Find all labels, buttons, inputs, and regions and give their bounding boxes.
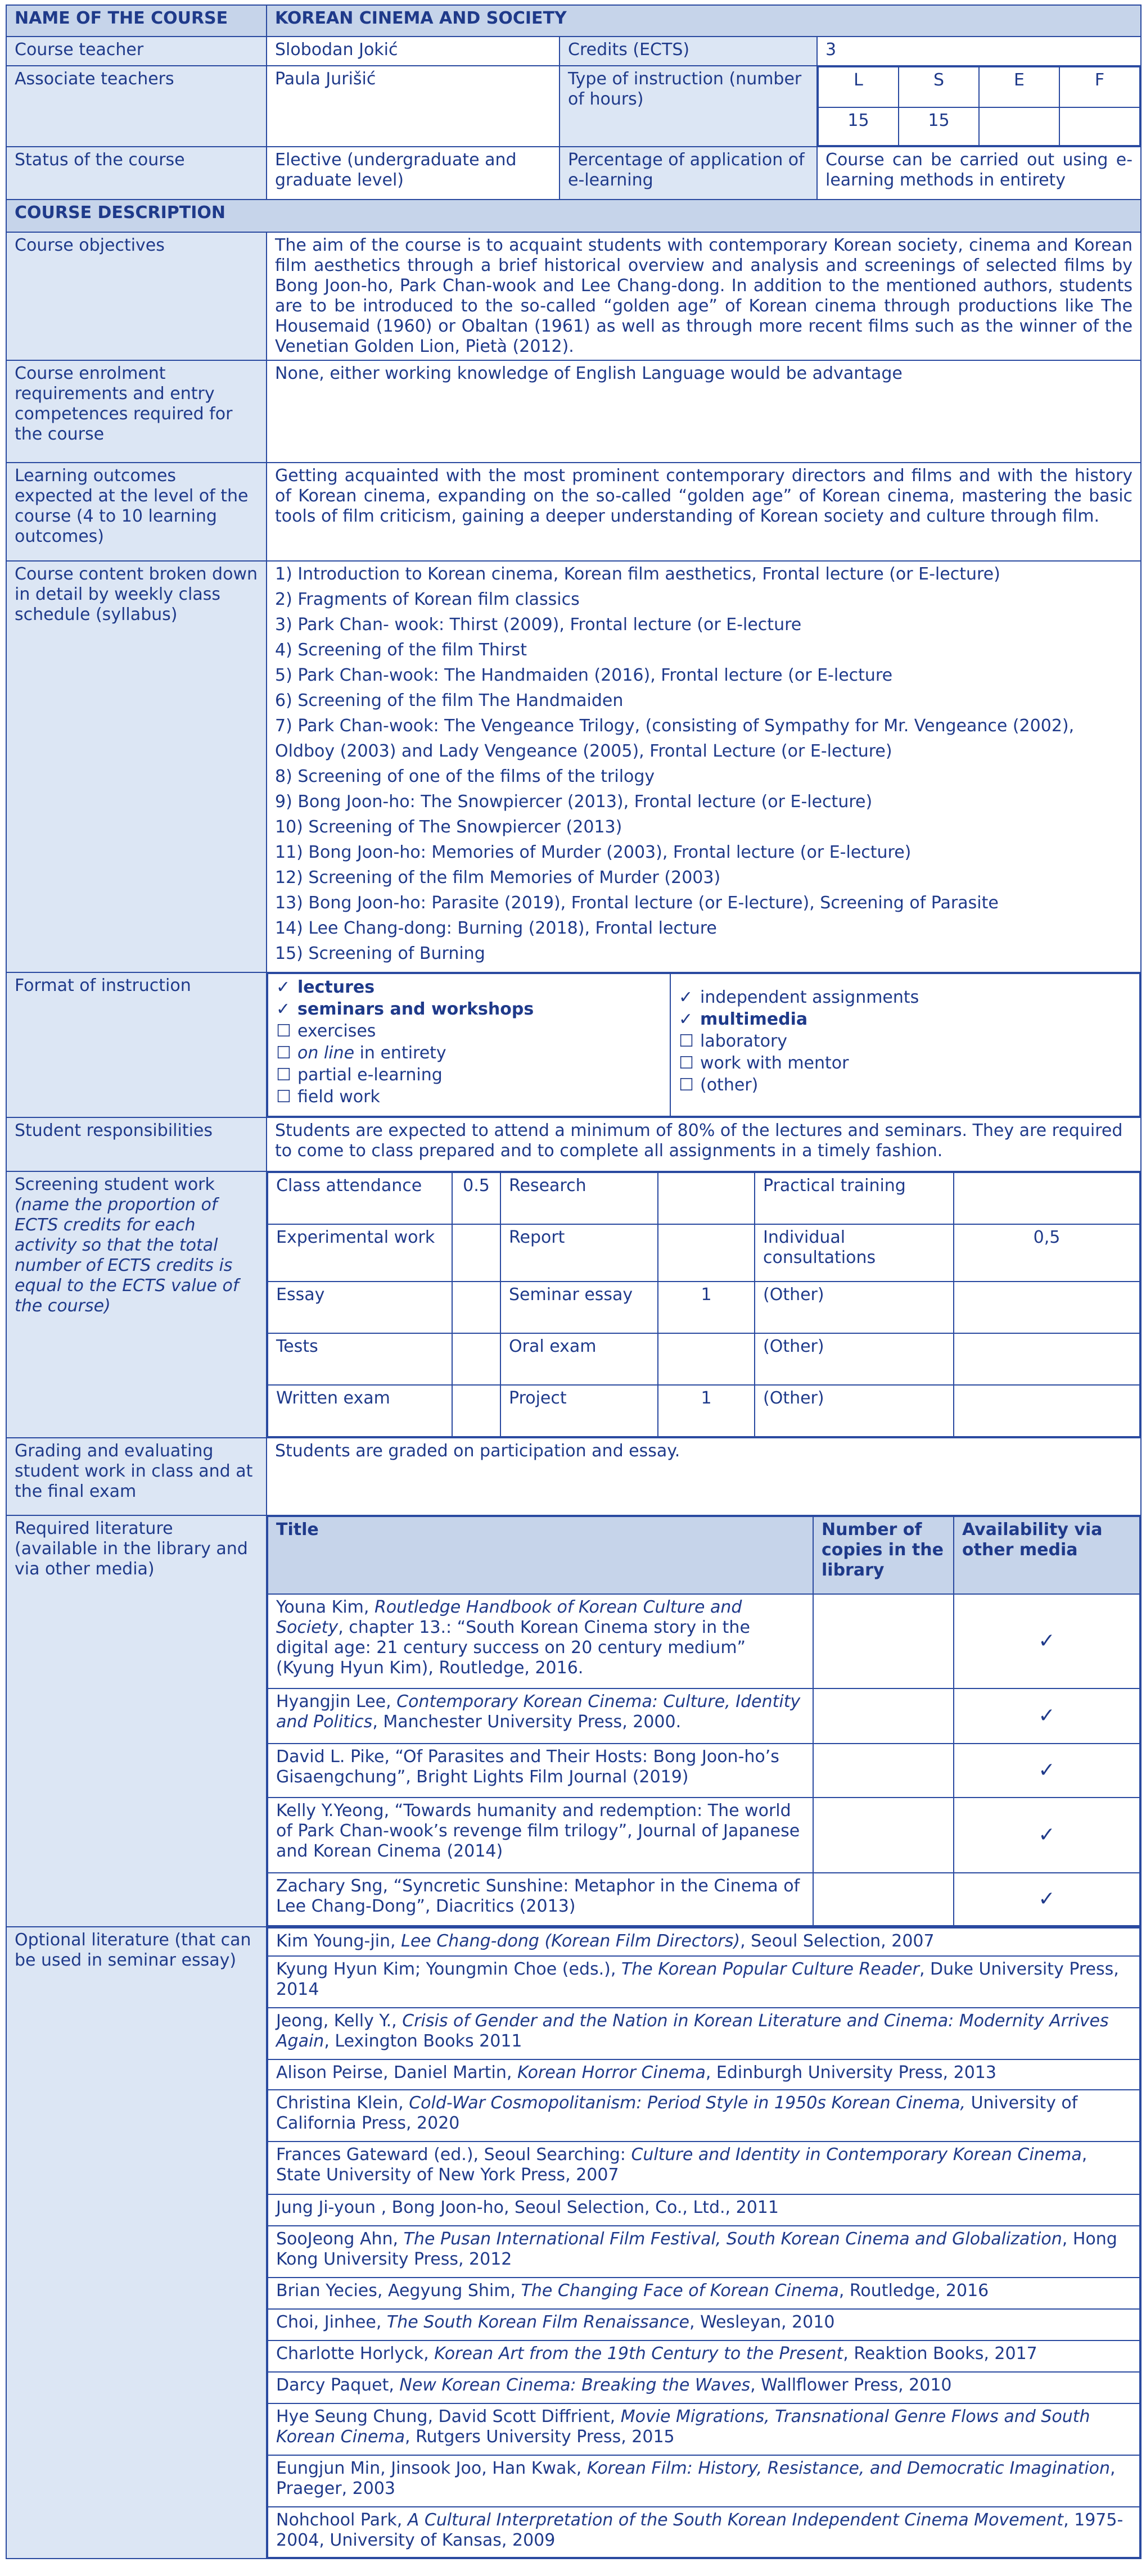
hours-value	[1059, 107, 1140, 146]
work-cell: Written exam	[268, 1385, 452, 1437]
hours-value: 15	[818, 107, 899, 146]
required-literature-label: Required literature (available in the library and via other media)	[6, 1515, 267, 1927]
syllabus-line: 1) Introduction to Korean cinema, Korean film aesthetics, Frontal lecture (or E-lecture)	[275, 564, 1000, 584]
checked-icon: ✓	[679, 1009, 693, 1029]
syllabus-line: 7) Park Chan-wook: The Vengeance Trilogy, (consisting of Sympathy for Mr. Vengeance (2002),	[275, 716, 1075, 736]
hours-value: 15	[899, 107, 979, 146]
work-cell: (Other)	[755, 1385, 954, 1437]
req-item-copies	[813, 1594, 954, 1688]
syllabus-line: 12) Screening of the film Memories of Murder (2003)	[275, 868, 721, 888]
work-cell	[452, 1282, 500, 1333]
work-cell: 0.5	[452, 1172, 500, 1224]
unchecked-box-icon: ☐	[276, 1021, 291, 1041]
format-grid	[267, 972, 1141, 1117]
format-item: ☐ partial e-learning	[276, 1065, 443, 1085]
syllabus-line: 14) Lee Chang-dong: Burning (2018), Frontal lecture	[275, 918, 717, 938]
opt-item: Hye Seung Chung, David Scott Diffrient, Movie Migrations, Transnational Genre Flows and South Korean Cinema, Rutgers University Press, 2015	[268, 2403, 1140, 2455]
checked-icon: ✓	[276, 999, 291, 1019]
opt-item: Charlotte Horlyck, Korean Art from the 19th Century to the Present, Reaktion Books, 2017	[268, 2340, 1140, 2372]
format-item: ☐ laboratory	[679, 1031, 788, 1051]
work-cell: Seminar essay	[500, 1282, 658, 1333]
syllabus-line: 6) Screening of the film The Handmaiden	[275, 691, 624, 710]
syllabus-list	[267, 561, 1141, 972]
work-cell: Class attendance	[268, 1172, 452, 1224]
syllabus-line: 8) Screening of one of the films of the trilogy	[275, 767, 655, 786]
work-cell	[658, 1172, 755, 1224]
syllabus-line: 15) Screening of Burning	[275, 944, 485, 963]
status-value: Elective (undergraduate and graduate level)	[267, 147, 560, 200]
available-check-icon: ✓	[954, 1798, 1140, 1873]
req-item-copies	[813, 1798, 954, 1873]
work-cell: Individual consultations	[755, 1224, 954, 1282]
format-item: ☐ exercises	[276, 1021, 376, 1041]
work-cell	[658, 1333, 755, 1385]
checked-icon: ✓	[276, 977, 291, 997]
req-item-title: Youna Kim, Routledge Handbook of Korean Culture and Society, chapter 13.: “South Korean Cinema story in the digital age: 21 century success on 20 century medium” (Kyung Hyun Kim), Routledge, 2016.	[268, 1594, 813, 1688]
work-cell: Tests	[268, 1333, 452, 1385]
opt-item: Darcy Paquet, New Korean Cinema: Breaking the Waves, Wallflower Press, 2010	[268, 2372, 1140, 2403]
format-item: ✓ lectures	[276, 977, 375, 997]
req-item-title: Kelly Y.Yeong, “Towards humanity and redemption: The world of Park Chan-wook’s revenge film trilogy”, Journal of Japanese and Korean Cinema (2014)	[268, 1798, 813, 1873]
elearning-value: Course can be carried out using e-learning methods in entirety	[817, 147, 1141, 200]
optional-literature-label: Optional literature (that can be used in seminar essay)	[6, 1927, 267, 2559]
checked-icon: ✓	[679, 988, 693, 1007]
format-item: ✓ seminars and workshops	[276, 999, 534, 1019]
hours-header: S	[899, 67, 979, 107]
hours-header: E	[979, 67, 1059, 107]
available-check-icon: ✓	[954, 1873, 1140, 1926]
req-header-title: Title	[268, 1516, 813, 1594]
outcomes-label: Learning outcomes expected at the level of the course (4 to 10 learning outcomes)	[6, 463, 267, 561]
credits-value: 3	[817, 37, 1141, 66]
work-cell: 1	[658, 1282, 755, 1333]
grading-label: Grading and evaluating student work in class and at the final exam	[6, 1438, 267, 1515]
format-item: ✓ multimedia	[679, 1009, 808, 1029]
unchecked-box-icon: ☐	[276, 1087, 291, 1107]
format-item: ☐ field work	[276, 1087, 380, 1107]
unchecked-box-icon: ☐	[276, 1043, 291, 1063]
work-cell	[954, 1282, 1140, 1333]
syllabus-line: 5) Park Chan-wook: The Handmaiden (2016), Frontal lecture (or E-lecture	[275, 665, 893, 685]
work-cell	[452, 1224, 500, 1282]
work-cell: Essay	[268, 1282, 452, 1333]
work-cell: Oral exam	[500, 1333, 658, 1385]
enrolment-label: Course enrolment requirements and entry competences required for the course	[6, 360, 267, 463]
format-item: ☐ on line in entirety	[276, 1043, 446, 1063]
opt-item: Alison Peirse, Daniel Martin, Korean Horror Cinema, Edinburgh University Press, 2013	[268, 2059, 1140, 2090]
work-cell	[452, 1333, 500, 1385]
hours-header: F	[1059, 67, 1140, 107]
work-cell: (Other)	[755, 1333, 954, 1385]
syllabus-line: 4) Screening of the film Thirst	[275, 640, 527, 660]
opt-item: SooJeong Ahn, The Pusan International Film Festival, South Korean Cinema and Globalization, Hong Kong University Press, 2012	[268, 2226, 1140, 2278]
work-cell	[954, 1172, 1140, 1224]
opt-item: Eungjun Min, Jinsook Joo, Han Kwak, Korean Film: History, Resistance, and Democratic Imagination, Praeger, 2003	[268, 2455, 1140, 2507]
responsibilities-text: Students are expected to attend a minimum of 80% of the lectures and seminars. They are required to come to class prepared and to complete all assignments in a timely fashion.	[267, 1117, 1141, 1171]
opt-item: Christina Klein, Cold-War Cosmopolitanism: Period Style in 1950s Korean Cinema, University of California Press, 2020	[268, 2090, 1140, 2142]
objectives-text: The aim of the course is to acquaint students with contemporary Korean society, cinema and Korean film aesthetics through a brief historical overview and analysis and screenings of selected films by Bong Joon-ho, Park Chan-wook and Lee Chang-dong. In addition to the mentioned authors, students are to be introduced to the so-called “golden age” of Korean cinema through productions like The Housemaid (1960) or Obaltan (1961) as well as through more recent films such as the winner of the Venetian Golden Lion, Pietà (2012).	[267, 232, 1141, 360]
opt-item: Kyung Hyun Kim; Youngmin Choe (eds.), The Korean Popular Culture Reader, Duke University Press, 2014	[268, 1956, 1140, 2008]
optional-literature-list	[267, 1927, 1141, 2559]
opt-item: Frances Gateward (ed.), Seoul Searching: Culture and Identity in Contemporary Korean Cinema, State University of New York Press, 2007	[268, 2142, 1140, 2194]
teacher-label: Course teacher	[6, 37, 267, 66]
work-cell	[658, 1224, 755, 1282]
outcomes-text: Getting acquainted with the most prominent contemporary directors and films and with the history of Korean cinema, expanding on the so-called “golden age” of Korean cinema, mastering the basic tools of film criticism, gaining a deeper understanding of Korean society and culture through film.	[267, 463, 1141, 561]
student-work-grid	[267, 1171, 1141, 1438]
format-left-list	[268, 974, 670, 1116]
hours-header: L	[818, 67, 899, 107]
req-item-title: Hyangjin Lee, Contemporary Korean Cinema: Culture, Identity and Politics, Manchester University Press, 2000.	[268, 1688, 813, 1744]
work-cell: Report	[500, 1224, 658, 1282]
opt-item: Jeong, Kelly Y., Crisis of Gender and the Nation in Korean Literature and Cinema: Modernity Arrives Again, Lexington Books 2011	[268, 2008, 1140, 2059]
work-cell: (Other)	[755, 1282, 954, 1333]
status-label: Status of the course	[6, 147, 267, 200]
unchecked-box-icon: ☐	[679, 1031, 694, 1051]
format-item: ☐ work with mentor	[679, 1053, 849, 1073]
work-cell	[452, 1385, 500, 1437]
work-cell: Research	[500, 1172, 658, 1224]
hours-value	[979, 107, 1059, 146]
req-item-title: Zachary Sng, “Syncretic Sunshine: Metaphor in the Cinema of Lee Chang-Dong”, Diacritics (2013)	[268, 1873, 813, 1926]
syllabus-line: 2) Fragments of Korean film classics	[275, 590, 580, 609]
course-name-label: NAME OF THE COURSE	[6, 5, 267, 37]
req-item-copies	[813, 1744, 954, 1798]
work-cell: Experimental work	[268, 1224, 452, 1282]
credits-label: Credits (ECTS)	[560, 37, 817, 66]
teacher-value: Slobodan Jokić	[267, 37, 560, 66]
required-literature-table	[267, 1515, 1141, 1927]
format-item: ☐ (other)	[679, 1075, 759, 1095]
available-check-icon: ✓	[954, 1594, 1140, 1688]
format-item: ✓ independent assignments	[679, 988, 919, 1007]
assoc-value: Paula Jurišić	[267, 66, 560, 147]
work-cell: Practical training	[755, 1172, 954, 1224]
syllabus-line: 9) Bong Joon-ho: The Snowpiercer (2013), Frontal lecture (or E-lecture)	[275, 792, 873, 812]
enrolment-text: None, either working knowledge of English Language would be advantage	[267, 360, 1141, 463]
work-cell: 1	[658, 1385, 755, 1437]
opt-item: Kim Young-jin, Lee Chang-dong (Korean Film Directors), Seoul Selection, 2007	[268, 1928, 1140, 1956]
req-item-copies	[813, 1688, 954, 1744]
req-item-copies	[813, 1873, 954, 1926]
req-header-copies: Number of copies in the library	[813, 1516, 954, 1594]
work-cell: 0,5	[954, 1224, 1140, 1282]
syllabus-label: Course content broken down in detail by weekly class schedule (syllabus)	[6, 561, 267, 972]
syllabus-line: Oldboy (2003) and Lady Vengeance (2005), Frontal Lecture (or E-lecture)	[275, 741, 892, 761]
course-description-header: COURSE DESCRIPTION	[6, 200, 1141, 232]
responsibilities-label: Student responsibilities	[6, 1117, 267, 1171]
work-cell	[954, 1333, 1140, 1385]
available-check-icon: ✓	[954, 1688, 1140, 1744]
hours-grid	[817, 66, 1141, 147]
syllabus-line: 11) Bong Joon-ho: Memories of Murder (2003), Frontal lecture (or E-lecture)	[275, 843, 912, 862]
unchecked-box-icon: ☐	[679, 1053, 694, 1073]
opt-item: Brian Yecies, Aegyung Shim, The Changing Face of Korean Cinema, Routledge, 2016	[268, 2278, 1140, 2309]
objectives-label: Course objectives	[6, 232, 267, 360]
opt-item: Jung Ji-youn , Bong Joon-ho, Seoul Selection, Co., Ltd., 2011	[268, 2194, 1140, 2226]
assoc-label: Associate teachers	[6, 66, 267, 147]
elearning-label: Percentage of application of e-learning	[560, 147, 817, 200]
student-work-label: Screening student work (name the proportion of ECTS credits for each activity so that the total number of ECTS credits is equal to the ECTS value of the course)	[6, 1171, 267, 1438]
unchecked-box-icon: ☐	[276, 1065, 291, 1085]
format-right-list	[670, 974, 1140, 1116]
opt-item: Nohchool Park, A Cultural Interpretation of the South Korean Independent Cinema Movement, 1975-2004, University of Kansas, 2009	[268, 2507, 1140, 2557]
syllabus-line: 10) Screening of The Snowpiercer (2013)	[275, 817, 622, 837]
available-check-icon: ✓	[954, 1744, 1140, 1798]
syllabus-line: 13) Bong Joon-ho: Parasite (2019), Frontal lecture (or E-lecture), Screening of Parasite	[275, 893, 999, 913]
course-table	[6, 4, 1142, 2559]
course-name: KOREAN CINEMA AND SOCIETY	[267, 5, 1141, 37]
work-cell: Project	[500, 1385, 658, 1437]
unchecked-box-icon: ☐	[679, 1075, 694, 1095]
req-header-availability: Availability via other media	[954, 1516, 1140, 1594]
opt-item: Choi, Jinhee, The South Korean Film Renaissance, Wesleyan, 2010	[268, 2309, 1140, 2340]
syllabus-line: 3) Park Chan- wook: Thirst (2009), Frontal lecture (or E-lecture	[275, 615, 802, 635]
format-label: Format of instruction	[6, 972, 267, 1117]
req-item-title: David L. Pike, “Of Parasites and Their Hosts: Bong Joon-ho’s Gisaengchung”, Bright Lights Film Journal (2019)	[268, 1744, 813, 1798]
instruction-type-label: Type of instruction (number of hours)	[560, 66, 817, 147]
work-cell	[954, 1385, 1140, 1437]
course-syllabus-document	[6, 4, 1140, 2559]
grading-text: Students are graded on participation and essay.	[267, 1438, 1141, 1515]
